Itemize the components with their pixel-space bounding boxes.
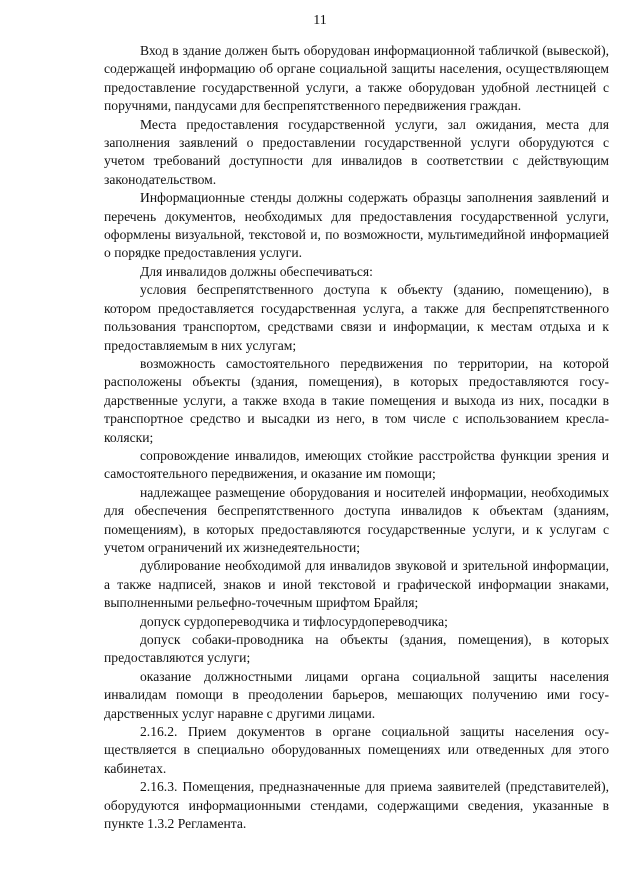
paragraph-service-places: Места предоставления государственной услуги, зал ожидания, места для заполнения заявлений о предоставлении государственной услуги оборудуются с учетом требований доступности для инвалидов в соответствии с действующим законодательством. (104, 116, 609, 187)
list-item-unobstructed-access: условия беспрепятственного доступа к объекту (зданию, помещению), в котором предоставляется государственная услуга, а также для беспрепятственного пользования транспортом, средствами связи и информации, к местам отдыха и к предоставляемым в них услугам; (104, 282, 609, 353)
paragraph-disabled-intro: Для инвалидов должны обеспечиваться: (140, 263, 373, 279)
page-number: 11 (313, 13, 327, 28)
list-item-guide-dog: допуск собаки-проводника на объекты (здания, помещения), в которых предоставляются услуги; (104, 632, 609, 666)
paragraph-entrance-sign: Вход в здание должен быть оборудован информационной табличкой (вывеской), содержащей информацию об органе социальной защиты населения, осуществляющем предоставление государственной услуги, а также оборудован удобной лестницей с поручнями, пандусами для беспрепятственного передвижения граждан. (104, 43, 609, 114)
list-item-equipment-placement: надлежащее размещение оборудования и носителей информации, необходимых для обеспечения беспрепятственного доступа инвалидов к объектам (зданиям, помещениям), в которых предоставляются государственные услуги, и к услугам с учетом ограничений их жизнедеятельности; (104, 484, 609, 555)
list-item-sign-interpreter: допуск сурдопереводчика и тифлосурдопереводчика; (140, 613, 448, 629)
list-item-braille-duplication: дублирование необходимой для инвалидов звуковой и зрительной информации, а также надписей, знаков и иной текстовой и графической информации знаками, выполненными рельефно-точечным шрифтом Брайля; (104, 558, 609, 611)
list-item-official-assistance: оказание должностными лицами органа социальной защиты населения инвалидам помощи в преодолении барьеров, мешающих получению ими государственных услуг наравне с другими лицами. (104, 668, 609, 721)
list-item-independent-movement: возможность самостоятельного передвижения по территории, на которой расположены объекты (здания, помещения), в которых предоставляются государственные услуги, а также входа в такие помещения и выхода из них, посадки в транспортное средство и высадки из него, в том числе с использованием кресла-коляски; (104, 355, 609, 445)
paragraph-2-16-2: 2.16.2. Прием документов в органе социальной защиты населения осуществляется в специально оборудованных помещениях или отведенных для этого кабинетах. (104, 724, 609, 776)
paragraph-info-stands: Информационные стенды должны содержать образцы заполнения заявлений и перечень документов, необходимых для предоставления государственной услуги, оформлены визуальной, текстовой и, по возможности, мультимедийной информацией о порядке предоставления услуги. (104, 190, 609, 261)
paragraph-2-16-3: 2.16.3. Помещения, предназначенные для приема заявителей (представителей), оборудуются информационными стендами, содержащими сведения, указанные в пункте 1.3.2 Регламента. (104, 779, 609, 832)
list-item-escort: сопровождение инвалидов, имеющих стойкие расстройства функции зрения и самостоятельного передвижения, и оказание им помощи; (104, 447, 609, 482)
document-body (104, 42, 609, 833)
